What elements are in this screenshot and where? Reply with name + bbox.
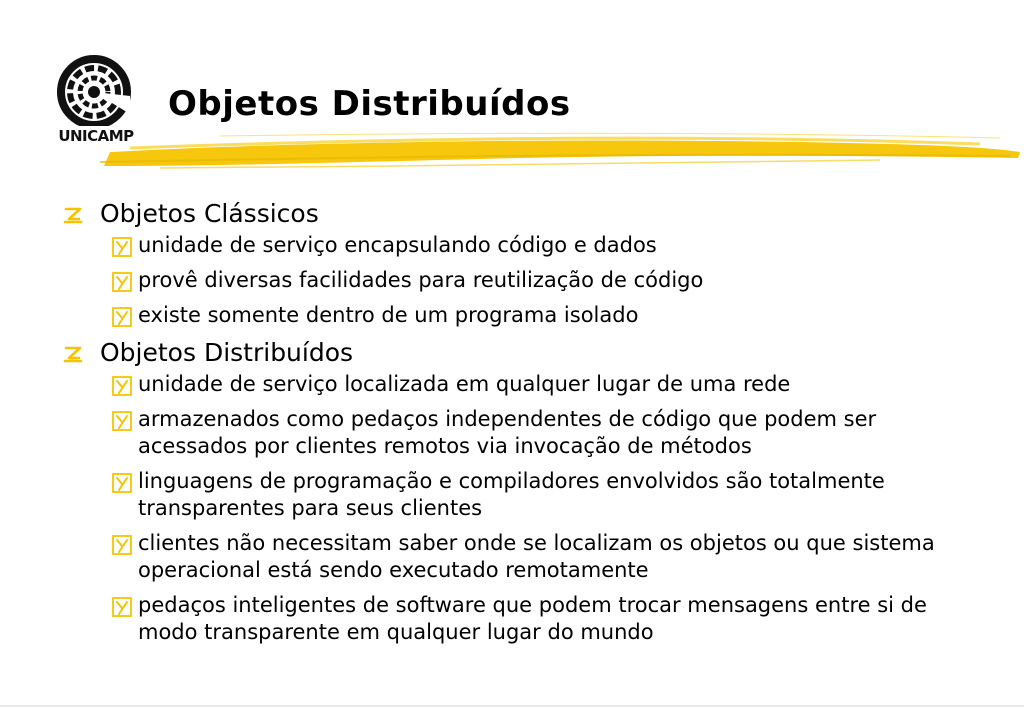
slide-title: Objetos Distribuídos	[168, 84, 571, 124]
y-box-icon	[112, 411, 132, 431]
sub-bullet-text: unidade de serviço encapsulando código e dados	[138, 233, 657, 257]
bullet-list	[60, 198, 980, 654]
y-box-icon	[112, 473, 132, 493]
sub-bullet-text: existe somente dentro de um programa isolado	[138, 303, 639, 327]
sub-bullet-item	[60, 302, 980, 329]
y-box-icon	[112, 272, 132, 292]
sub-bullet-list	[60, 232, 980, 329]
bullet-text: Objetos Distribuídos	[100, 338, 354, 367]
sub-bullet-item	[60, 371, 980, 398]
bullet-text: Objetos Clássicos	[100, 199, 319, 228]
sub-bullet-text: linguagens de programação e compiladores envolvidos são totalmente transparentes para seus clientes	[138, 469, 885, 520]
sub-bullet-text: armazenados como pedaços independentes de código que podem ser acessados por clientes remotos via invocação de métodos	[138, 407, 877, 458]
y-box-icon	[112, 597, 132, 617]
sub-bullet-item	[60, 592, 980, 646]
sub-bullet-item	[60, 406, 980, 460]
y-box-icon	[112, 237, 132, 257]
sub-bullet-text: provê diversas facilidades para reutilização de código	[138, 268, 704, 292]
z-glyph-icon	[62, 202, 84, 224]
logo-text: UNICAMP	[58, 127, 134, 145]
sub-bullet-item	[60, 232, 980, 259]
bullet-item	[60, 198, 980, 230]
sub-bullet-text: unidade de serviço localizada em qualquer lugar de uma rede	[138, 372, 791, 396]
sub-bullet-item	[60, 530, 980, 584]
sub-bullet-list	[60, 371, 980, 646]
y-box-icon	[112, 307, 132, 327]
sub-bullet-text: pedaços inteligentes de software que podem trocar mensagens entre si de modo transparente em qualquer lugar do mundo	[138, 593, 927, 644]
title-underline-brush	[100, 130, 1024, 175]
bottom-rule	[0, 705, 1024, 707]
y-box-icon	[112, 376, 132, 396]
y-box-icon	[112, 535, 132, 555]
sub-bullet-item	[60, 468, 980, 522]
bullet-item	[60, 337, 980, 369]
sub-bullet-item	[60, 267, 980, 294]
z-glyph-icon	[62, 341, 84, 363]
sub-bullet-text: clientes não necessitam saber onde se localizam os objetos ou que sistema operacional está sendo executado remotamente	[138, 531, 935, 582]
